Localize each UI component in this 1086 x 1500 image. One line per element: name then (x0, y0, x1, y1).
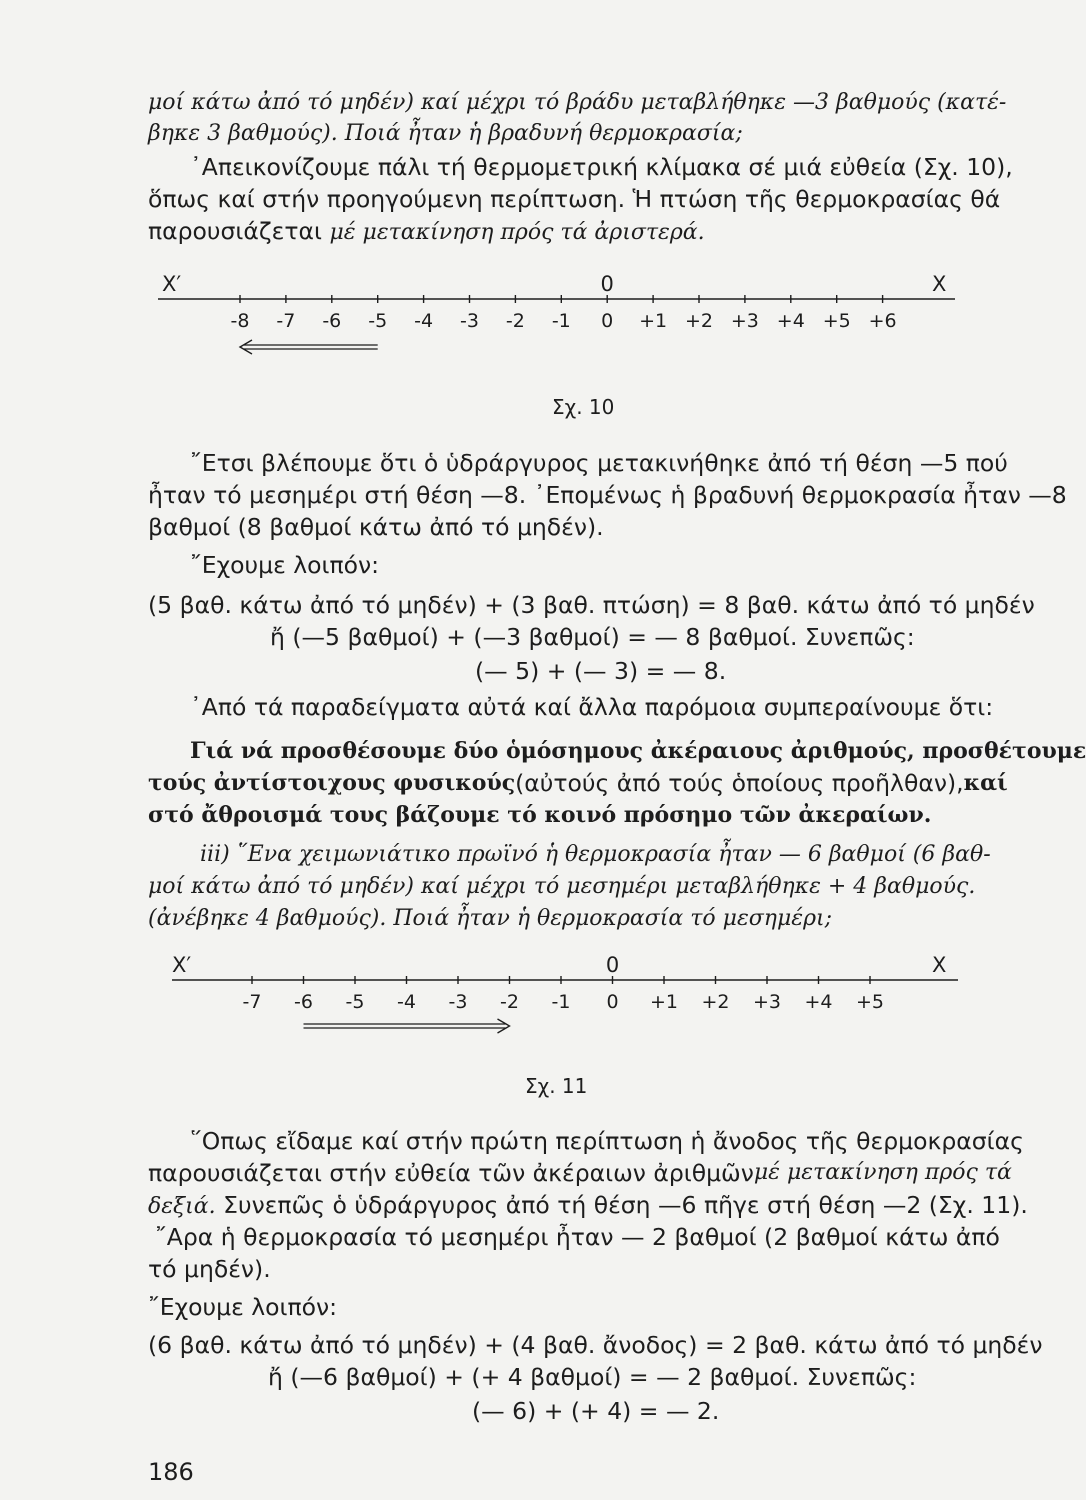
rule-statement: στό ἄθροισμά τους βάζουμε τό κοινό πρόσημο τῶν ἀκεραίων. (148, 802, 932, 828)
text-segment: Συνεπῶς ὁ ὑδράργυρος ἀπό τή θέση —6 πῆγε στή θέση —2 (Σχ. 11). (223, 1191, 1028, 1219)
figure-caption: Σχ. 10 (552, 395, 615, 419)
tick-label: -2 (500, 991, 519, 1013)
tick-label: +5 (855, 991, 885, 1013)
text-line: τό μηδέν). (148, 1255, 271, 1283)
tick-label: -4 (414, 310, 434, 332)
text-line: βαθμοί (8 βαθμοί κάτω ἀπό τό μηδέν). (148, 513, 604, 541)
text-segment: παρουσιάζεται στήν εὐθεία τῶν ἀκέραιων ἀριθμῶν (148, 1159, 754, 1187)
tick-label: -1 (551, 991, 571, 1013)
tick-label: -6 (294, 991, 313, 1013)
italic-phrase: μέ μετακίνηση πρός τά ἀριστερά. (329, 220, 705, 245)
tick-label: -4 (397, 991, 416, 1013)
tick-label: -8 (230, 310, 250, 332)
origin-label: 0 (605, 953, 620, 977)
text-line: ᾿Από τά παραδείγματα αὐτά καί ἄλλα παρόμοια συμπεραίνουμε ὅτι: (190, 693, 994, 721)
movement-arrow-head (240, 340, 252, 354)
figure-11 (140, 948, 970, 1113)
equation-line: ἤ (—5 βαθμοί) + (—3 βαθμοί) = — 8 βαθμοί. Συνεπῶς: (270, 623, 915, 651)
italic-phrase: δεξιά. (148, 1194, 216, 1219)
text-line: ῎Ετσι βλέπουμε ὅτι ὁ ὑδράργυρος μετακινήθηκε ἀπό τή θέση —5 πού (190, 449, 1008, 477)
text-line: ῞Οπως εἴδαμε καί στήν πρώτη περίπτωση ἡ ἄνοδος τῆς θερμοκρασίας (190, 1127, 1024, 1155)
rule-plain-segment: (αὐτούς ἀπό τούς ὁποίους προῆλθαν), (515, 769, 964, 797)
tick-label: +4 (776, 310, 805, 332)
tick-label: +4 (804, 991, 833, 1013)
equation-line: (— 5) + (— 3) = — 8. (475, 657, 727, 685)
tick-label: -1 (551, 310, 571, 332)
text-line: ἦταν τό μεσημέρι στή θέση —8. ᾿Επομένως ἡ βραδυνή θερμοκρασία ἦταν —8 (148, 481, 1067, 509)
movement-arrow-head (498, 1019, 510, 1033)
figure-10 (140, 265, 970, 430)
tick-label: 0 (606, 991, 619, 1013)
text-line: ᾿Απεικονίζουμε πάλι τή θερμομετρική κλίμακα σέ μιά εὐθεία (Σχ. 10), (190, 153, 1013, 181)
tick-label: +3 (730, 310, 759, 332)
axis-right-label: X (932, 953, 947, 977)
tick-label: -3 (448, 991, 468, 1013)
tick-label: -7 (276, 310, 296, 332)
tick-label: +1 (649, 991, 679, 1013)
tick-label: -2 (505, 310, 525, 332)
equation-line: (— 6) + (+ 4) = — 2. (472, 1397, 720, 1425)
text-line: ῎Εχουμε λοιπόν: (190, 551, 380, 579)
tick-label: -5 (345, 991, 365, 1013)
origin-label: 0 (600, 272, 614, 296)
text-line: βηκε 3 βαθμούς). Ποιά ἦταν ἡ βραδυνή θερμοκρασία; (148, 121, 743, 146)
italic-phrase: μέ μετακίνηση πρός τά (753, 1160, 1012, 1185)
text-line: μοί κάτω ἀπό τό μηδέν) καί μέχρι τό βράδυ μεταβλήθηκε —3 βαθμούς (κατέ- (148, 90, 1007, 115)
text-line: μοί κάτω ἀπό τό μηδέν) καί μέχρι τό μεσημέρι μεταβλήθηκε + 4 βαθμούς. (148, 874, 976, 899)
text-line: ῎Εχουμε λοιπόν: (148, 1293, 338, 1321)
tick-label: +2 (684, 310, 714, 332)
figure-caption: Σχ. 11 (525, 1074, 588, 1098)
text-line: iii) ῞Ενα χειμωνιάτικο πρωϊνό ἡ θερμοκρασία ἦταν — 6 βαθμοί (6 βαθ- (200, 842, 991, 867)
tick-label: +5 (822, 310, 851, 332)
text-line (148, 1190, 1028, 1222)
tick-label: -3 (460, 310, 479, 332)
tick-label: +2 (701, 991, 730, 1013)
text-line (148, 216, 960, 248)
axis-right-label: X (932, 272, 947, 296)
axis-left-label: X′ (172, 953, 192, 977)
tick-label: -7 (242, 991, 262, 1013)
rule-bold-segment: καί (963, 770, 1008, 796)
axis-left-label: X′ (162, 272, 182, 296)
text-line: ὅπως καί στήν προηγούμενη περίπτωση. Ἡ πτώση τῆς θερμοκρασίας θά (148, 185, 1001, 213)
equation-line: ἤ (—6 βαθμοί) + (+ 4 βαθμοί) = — 2 βαθμοί. Συνεπῶς: (268, 1363, 917, 1391)
equation-line: (5 βαθ. κάτω ἀπό τό μηδέν) + (3 βαθ. πτώση) = 8 βαθ. κάτω ἀπό τό μηδέν (148, 591, 1035, 619)
text-segment: παρουσιάζεται (148, 217, 322, 245)
text-line (148, 1158, 1012, 1188)
tick-label: +6 (868, 310, 897, 332)
tick-label: +3 (752, 991, 782, 1013)
tick-label: -6 (322, 310, 342, 332)
page-number: 186 (148, 1458, 194, 1486)
tick-label: +1 (639, 310, 668, 332)
equation-line: (6 βαθ. κάτω ἀπό τό μηδέν) + (4 βαθ. ἄνοδος) = 2 βαθ. κάτω ἀπό τό μηδέν (148, 1331, 1043, 1359)
rule-statement: Γιά νά προσθέσουμε δύο ὁμόσημους ἀκέραιους ἀριθμούς, προσθέτουμε (190, 738, 1086, 764)
tick-label: -5 (368, 310, 388, 332)
rule-statement-line (148, 768, 1008, 798)
tick-label: 0 (601, 310, 614, 332)
text-line: (ἀνέβηκε 4 βαθμούς). Ποιά ἦταν ἡ θερμοκρασία τό μεσημέρι; (148, 906, 833, 931)
text-line: ῎Αρα ἡ θερμοκρασία τό μεσημέρι ἦταν — 2 βαθμοί (2 βαθμοί κάτω ἀπό (155, 1223, 1000, 1251)
rule-bold-segment: τούς ἀντίστοιχους φυσικούς (148, 770, 516, 796)
